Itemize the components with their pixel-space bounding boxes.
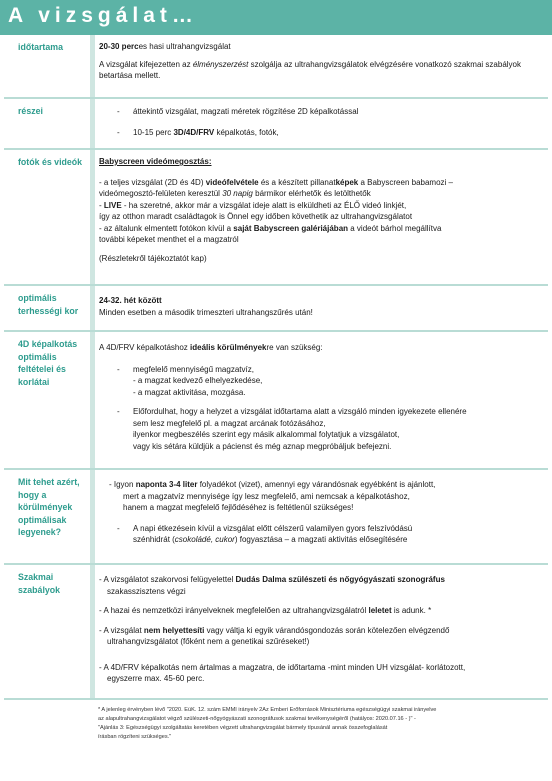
- text-strong: leletet: [368, 606, 392, 615]
- text: - A hazai és nemzetközi irányelveknek megfelelően az ultrahangvizsgálatról: [99, 606, 369, 615]
- row-idotartama: [4, 35, 548, 99]
- text-em: 30 napig: [222, 189, 253, 198]
- row-reszei: [4, 99, 548, 150]
- rule-item: [99, 662, 542, 685]
- list-item: - áttekintő vizsgálat, magzati méretek rögzítése 2D képalkotással: [117, 107, 359, 116]
- babyscreen-line-5: [99, 223, 542, 235]
- tip-line: hanem a magzat megfelelő fejlődéséhez is feltétlenül szükséges!: [123, 503, 354, 512]
- row-fotok: [4, 150, 548, 286]
- footnote-line: "Ajánlás 3: Egészségügyi szolgáltatás keretében végzett ultrahangvizsgálat bármely típusánál annak összefoglalását: [98, 725, 388, 731]
- row-optimalis: [4, 286, 548, 332]
- row-content: [99, 479, 542, 551]
- text: - ha szeretné, akkor már a vizsgálat ideje alatt is elküldheti az ÉLŐ videó linkjét,: [121, 200, 407, 210]
- babyscreen-line-1: [99, 177, 542, 189]
- condition-line: - a magzat aktivitása, mozgása.: [133, 387, 246, 397]
- column-divider: [90, 99, 95, 148]
- tip-line: [133, 534, 542, 546]
- limitation-line: Előfordulhat, hogy a helyzet a vizsgálat időtartama alatt a vizsgáló minden igyekezete ellenére: [133, 407, 467, 416]
- text-strong: LIVE: [103, 200, 122, 210]
- footnote-line: írásban rögzíteni szükséges.": [98, 734, 172, 740]
- footnote-line: az alapultrahangvizsgálatot végző szülészeti-nőgyógyászati szonográfusok szakmai tevékenységéről (hatályos: 2020.07.16 - )" -: [98, 716, 416, 722]
- tip-water: [99, 479, 542, 514]
- footnote-line: * A jelenleg érvényben lévő "2020. EüK. 12. szám EMMI irányelv 2Az Emberi Erőforrások Minisztériuma egészségügyi szakmai irányelve: [98, 707, 437, 713]
- weeks-strong: 24-32. hét között: [99, 296, 162, 305]
- column-divider: [90, 35, 95, 97]
- part-item-2a: 10-15 perc: [133, 127, 174, 137]
- text: - az általunk elmentett fotókon kívül a: [99, 223, 234, 233]
- text: A 4D/FRV képalkotáshoz: [99, 343, 191, 352]
- part-item-1: áttekintő vizsgálat, magzati méretek rögzítése 2D képalkotással: [133, 107, 359, 116]
- tip-line: mert a magzatvíz mennyisége így lesz megfelelő, ami nemcsak a képalkotáshoz,: [123, 491, 410, 501]
- text-strong: videófelvétele: [205, 177, 259, 187]
- text: egyszerre max. 45-60 perc.: [107, 674, 205, 683]
- rule-item: [99, 605, 542, 617]
- text: - A vizsgálatot szakorvosi felügyelettel: [99, 575, 236, 584]
- row-label: Szakmai szabályok: [18, 572, 61, 595]
- purpose-a: A vizsgálat kifejezetten az: [99, 59, 193, 69]
- column-divider: [90, 150, 95, 284]
- babyscreen-title-text: Babyscreen videómegosztás:: [99, 157, 212, 166]
- babyscreen-line-6: további képeket menthet el a magzatról: [99, 235, 239, 244]
- tip-line: [109, 479, 542, 491]
- text-strong: ideális körülmények: [190, 343, 267, 352]
- part-item-2-strong: 3D/4D/FRV: [173, 127, 215, 137]
- row-label: optimális terhességi kor: [18, 293, 79, 316]
- text: is adunk. *: [391, 606, 432, 615]
- text-strong: naponta 3-4 liter: [135, 480, 198, 489]
- text: - A 4D/FRV képalkotás nem ártalmas a magzatra, de időtartama -mint minden UH vizsgálat- korlátozott,: [99, 662, 466, 672]
- row-mit-tehet: [4, 470, 548, 565]
- row-content: [99, 295, 542, 318]
- limitation-line: sem lesz megfelelő pl. a magzat arcának fotózásához,: [133, 418, 326, 428]
- column-divider: [90, 565, 95, 698]
- page-title: A vizsgálat…: [8, 4, 198, 27]
- list-item: - 10-15 perc 3D/4D/FRV képalkotás, fotók,: [117, 127, 279, 137]
- text: szakasszisztens végzi: [107, 586, 186, 596]
- text: re van szükség:: [266, 343, 323, 352]
- row-korulmenyek: [4, 332, 548, 470]
- row-label: 4D képalkotás optimális feltételei és korlátai: [18, 339, 78, 387]
- text: - Igyon: [109, 480, 136, 489]
- row-szakmai: [4, 565, 548, 700]
- column-divider: [90, 286, 95, 330]
- text-strong: saját Babyscreen galériájában: [233, 223, 349, 233]
- babyscreen-title: [99, 156, 542, 168]
- row-content: [99, 156, 542, 264]
- duration-line: [99, 41, 542, 53]
- text: és a készített pillanat: [258, 177, 336, 187]
- text: -: [99, 200, 104, 210]
- text: folyadékot (vizet), amennyi egy várandósnak egyébként is ajánlott,: [197, 480, 436, 489]
- rule-item: [99, 574, 542, 597]
- condition-line: megfelelő mennyiségű magzatvíz,: [133, 364, 254, 374]
- text-strong: képek: [335, 177, 359, 187]
- tip-line: A napi étkezésein kívül a vizsgálat előtt célszerű valamilyen gyors felszívódású: [133, 523, 413, 533]
- text-em: csokoládé, cukor: [174, 535, 235, 544]
- purpose-b: szolgálja az ultrahangvizsgálatok elvégzésére vonatkozó szakmai szabályok betartása mellett.: [99, 59, 521, 80]
- row-content: [99, 574, 542, 685]
- limitation-line: ilyenkor megbeszélés szerint egy másik alkalommal folytatjuk a vizsgálatot,: [133, 430, 400, 439]
- weeks-text: [99, 295, 542, 307]
- text: - a teljes vizsgálat (2D és 4D): [99, 177, 206, 187]
- text-strong: nem helyettesíti: [143, 625, 205, 635]
- column-divider: [90, 470, 95, 563]
- row-label: Mit tehet azért, hogy a körülmények optimálisak legyenek?: [18, 477, 80, 537]
- page-header: [0, 0, 552, 35]
- text: bármikor elérhetők és letölthetők: [252, 189, 371, 198]
- text: ) fogyasztása – a magzati aktivitás elősegítésére: [234, 535, 408, 544]
- duration-text: es hasi ultrahangvizsgálat: [138, 42, 231, 51]
- limitation-line: vagy kis sétára küldjük a pácienst és még aznap megpróbáljuk befejezni.: [133, 441, 392, 451]
- text-strong: Dudás Dalma szülészeti és nőgyógyászati szonográfus: [235, 575, 445, 584]
- details-note: (Részletekről tájékoztatót kap): [99, 253, 207, 263]
- row-content: [99, 41, 542, 88]
- conditions-intro: [99, 342, 542, 354]
- list-item: - Előfordulhat, hogy a helyzet a vizsgálat időtartama alatt a vizsgáló minden igyekezete ellenére sem lesz megfelelő pl. a magzat arcának fotózásához, ilyenkor megbeszélés szerint egy másik alkalommal folytatjuk a vizsgálatot, vagy kis sétára küldjük a pácienst és még aznap megpróbáljuk befejezni.: [99, 406, 542, 452]
- duration-strong: 20-30 perc: [99, 42, 139, 51]
- text: szénhidrát (: [133, 535, 175, 544]
- column-divider: [90, 332, 95, 468]
- tip-food: - A napi étkezésein kívül a vizsgálat előtt célszerű valamilyen gyors felszívódású szénhidrát (csokoládé, cukor) fogyasztása – a magzati aktivitás elősegítésére: [99, 523, 542, 546]
- text: a Babyscreen babamozi –: [358, 177, 453, 187]
- babyscreen-line-3: [99, 200, 542, 212]
- text: vagy váltja ki egyik várandósgondozás során kötelezően elvégzendő: [204, 625, 450, 635]
- row-content: [99, 342, 542, 457]
- text: - A vizsgálat: [99, 625, 144, 635]
- row-content: [99, 106, 542, 143]
- text: videómegosztó-felületen keresztül: [99, 189, 223, 198]
- part-item-2b: képalkotás, fotók,: [214, 127, 279, 137]
- row-label: időtartama: [18, 42, 63, 52]
- babyscreen-line-2: [99, 188, 542, 200]
- list-item: - megfelelő mennyiségű magzatvíz, - a magzat kedvező elhelyezkedése, - a magzat aktivitása, mozgása.: [99, 364, 542, 399]
- text: ultrahangvizsgálatot (főként nem a genetikai szűréseket!): [107, 637, 310, 646]
- purpose-text: [99, 59, 542, 82]
- purpose-em: élményszerzést: [192, 59, 249, 69]
- babyscreen-line-4: így az otthon maradt családtagok is Önnel egy időben követhetik az ultrahangvizsgálatot: [99, 212, 413, 221]
- rule-item: [99, 625, 542, 648]
- condition-line: - a magzat kedvező elhelyezkedése,: [133, 376, 263, 385]
- row-label: részei: [18, 106, 43, 116]
- row-label: fotók és videók: [18, 157, 83, 167]
- screening-note: Minden esetben a második trimeszteri ultrahangszűrés után!: [99, 307, 313, 317]
- footnote: [98, 706, 538, 742]
- text: a videót bárhol megállítva: [348, 223, 442, 233]
